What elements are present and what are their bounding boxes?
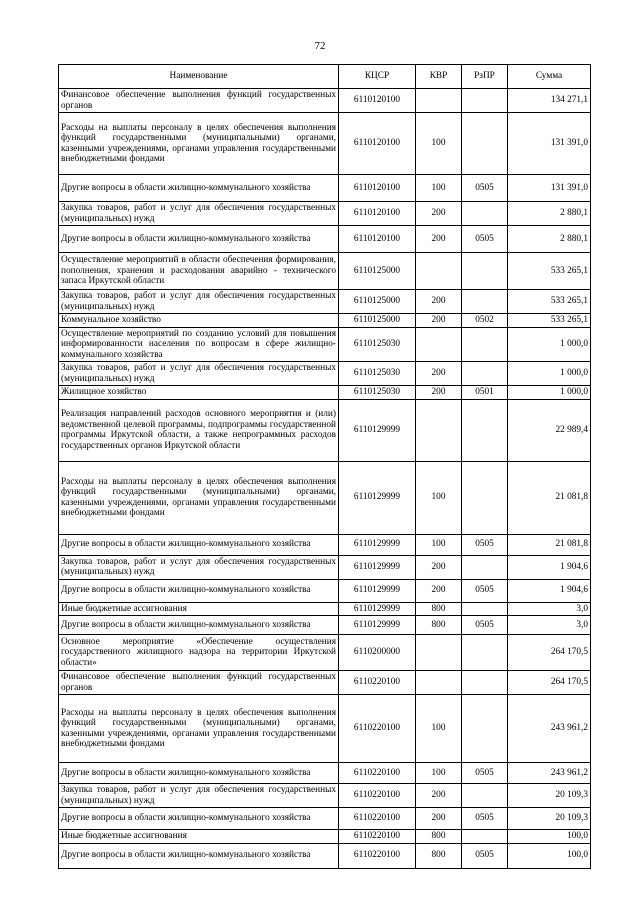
cell-kcsr: 6110125030 [339, 386, 416, 400]
table-row [59, 314, 591, 328]
cell-rzpr: 0505 [462, 843, 508, 868]
cell-kvr: 100 [416, 175, 462, 202]
cell-rzpr [462, 202, 508, 226]
cell-sum: 2 880,1 [508, 226, 591, 253]
cell-sum: 100,0 [508, 830, 591, 844]
cell-kcsr: 6110125030 [339, 327, 416, 362]
cell-name: Иные бюджетные ассигнования [59, 602, 339, 616]
table-row [59, 327, 591, 362]
cell-rzpr: 0505 [462, 763, 508, 784]
cell-rzpr: 0505 [462, 175, 508, 202]
cell-rzpr [462, 671, 508, 695]
cell-sum: 131 391,0 [508, 113, 591, 175]
table-row [59, 290, 591, 314]
page-number: 72 [314, 40, 326, 52]
cell-name: Финансовое обеспечение выполнения функций государственных органов [59, 89, 339, 113]
table-row [59, 175, 591, 202]
cell-kcsr: 6110120100 [339, 226, 416, 253]
cell-name: Другие вопросы в области жилищно-коммунального хозяйства [59, 226, 339, 253]
cell-kcsr: 6110120100 [339, 113, 416, 175]
cell-kvr: 200 [416, 808, 462, 830]
cell-rzpr [462, 830, 508, 844]
table-row [59, 579, 591, 602]
cell-kvr: 200 [416, 226, 462, 253]
cell-name: Закупка товаров, работ и услуг для обеспечения государственных (муниципальных) нужд [59, 290, 339, 314]
cell-rzpr [462, 555, 508, 579]
table-row [59, 843, 591, 868]
header-name: Наименование [59, 65, 339, 89]
cell-name: Другие вопросы в области жилищно-коммунального хозяйства [59, 616, 339, 635]
header-sum: Сумма [508, 65, 591, 89]
cell-kvr [416, 671, 462, 695]
cell-name: Расходы на выплаты персоналу в целях обеспечения выполнения функций государственными (муниципальными) органами, казенными учреждениями, органами управления государственными внебюджетными фондами [59, 695, 339, 763]
cell-name: Расходы на выплаты персоналу в целях обеспечения выполнения функций государственными (муниципальными) органами, казенными учреждениями, органами управления государственными внебюджетными фондами [59, 461, 339, 534]
table-row [59, 695, 591, 763]
cell-kcsr: 6110220100 [339, 830, 416, 844]
cell-sum: 21 081,8 [508, 461, 591, 534]
cell-kvr: 100 [416, 763, 462, 784]
cell-name: Другие вопросы в области жилищно-коммунального хозяйства [59, 579, 339, 602]
budget-table [58, 64, 591, 869]
cell-name: Финансовое обеспечение выполнения функций государственных органов [59, 671, 339, 695]
cell-kvr: 800 [416, 602, 462, 616]
cell-rzpr: 0505 [462, 808, 508, 830]
cell-kcsr: 6110220100 [339, 808, 416, 830]
cell-sum: 533 265,1 [508, 314, 591, 328]
table-row [59, 616, 591, 635]
cell-kvr: 200 [416, 784, 462, 808]
table-row [59, 784, 591, 808]
cell-kvr: 800 [416, 830, 462, 844]
cell-kvr [416, 253, 462, 290]
cell-kcsr: 6110129999 [339, 534, 416, 555]
cell-sum: 533 265,1 [508, 253, 591, 290]
cell-kcsr: 6110129999 [339, 461, 416, 534]
cell-sum: 3,0 [508, 616, 591, 635]
cell-name: Другие вопросы в области жилищно-коммунального хозяйства [59, 534, 339, 555]
cell-rzpr [462, 784, 508, 808]
cell-kcsr: 6110125000 [339, 314, 416, 328]
cell-sum: 20 109,3 [508, 808, 591, 830]
cell-kcsr: 6110129999 [339, 399, 416, 461]
cell-rzpr [462, 461, 508, 534]
table-row [59, 808, 591, 830]
cell-sum: 2 880,1 [508, 202, 591, 226]
cell-kvr: 200 [416, 314, 462, 328]
cell-kcsr: 6110129999 [339, 616, 416, 635]
table-row [59, 635, 591, 671]
cell-kvr: 200 [416, 555, 462, 579]
cell-rzpr [462, 89, 508, 113]
cell-kcsr: 6110120100 [339, 202, 416, 226]
table-row [59, 202, 591, 226]
cell-kcsr: 6110120100 [339, 175, 416, 202]
cell-kvr [416, 635, 462, 671]
cell-rzpr: 0505 [462, 226, 508, 253]
cell-kvr: 200 [416, 386, 462, 400]
table-row [59, 763, 591, 784]
cell-rzpr [462, 113, 508, 175]
cell-name: Осуществление мероприятий в области обеспечения формирования, пополнения, хранения и расходования аварийно - технического запаса Иркутской области [59, 253, 339, 290]
cell-name: Закупка товаров, работ и услуг для обеспечения государственных (муниципальных) нужд [59, 784, 339, 808]
cell-sum: 1 904,6 [508, 555, 591, 579]
cell-name: Другие вопросы в области жилищно-коммунального хозяйства [59, 763, 339, 784]
cell-sum: 1 000,0 [508, 386, 591, 400]
cell-kvr [416, 399, 462, 461]
cell-kvr: 200 [416, 290, 462, 314]
cell-sum: 131 391,0 [508, 175, 591, 202]
cell-sum: 1 000,0 [508, 327, 591, 362]
cell-kcsr: 6110220100 [339, 671, 416, 695]
cell-rzpr [462, 253, 508, 290]
cell-sum: 1 000,0 [508, 362, 591, 386]
cell-sum: 3,0 [508, 602, 591, 616]
table-row [59, 386, 591, 400]
table-row [59, 602, 591, 616]
cell-kvr: 100 [416, 534, 462, 555]
cell-rzpr: 0501 [462, 386, 508, 400]
cell-rzpr [462, 399, 508, 461]
cell-name: Другие вопросы в области жилищно-коммунального хозяйства [59, 808, 339, 830]
cell-name: Другие вопросы в области жилищно-коммунального хозяйства [59, 175, 339, 202]
cell-sum: 264 170,5 [508, 635, 591, 671]
cell-sum: 20 109,3 [508, 784, 591, 808]
cell-kcsr: 6110220100 [339, 843, 416, 868]
cell-rzpr: 0505 [462, 579, 508, 602]
cell-rzpr [462, 635, 508, 671]
cell-rzpr: 0505 [462, 616, 508, 635]
cell-kvr: 100 [416, 695, 462, 763]
cell-name: Реализация направлений расходов основного мероприятия и (или) ведомственной целевой программы, подпрограммы государственной программы Иркутской области, а также непрограммных расходов государственных органов Иркутской области [59, 399, 339, 461]
cell-kcsr: 6110125000 [339, 290, 416, 314]
cell-kcsr: 6110125030 [339, 362, 416, 386]
table-row [59, 253, 591, 290]
table-header-row [59, 65, 591, 89]
cell-sum: 100,0 [508, 843, 591, 868]
cell-kcsr: 6110220100 [339, 695, 416, 763]
cell-kcsr: 6110129999 [339, 602, 416, 616]
cell-name: Коммунальное хозяйство [59, 314, 339, 328]
table-row [59, 399, 591, 461]
table-row [59, 226, 591, 253]
cell-sum: 243 961,2 [508, 695, 591, 763]
cell-kvr: 800 [416, 843, 462, 868]
cell-name: Расходы на выплаты персоналу в целях обеспечения выполнения функций государственными (муниципальными) органами, казенными учреждениями, органами управления государственными внебюджетными фондами [59, 113, 339, 175]
cell-name: Закупка товаров, работ и услуг для обеспечения государственных (муниципальных) нужд [59, 555, 339, 579]
cell-name: Закупка товаров, работ и услуг для обеспечения государственных (муниципальных) нужд [59, 202, 339, 226]
cell-kvr: 100 [416, 461, 462, 534]
table-row [59, 534, 591, 555]
table-row [59, 671, 591, 695]
cell-sum: 21 081,8 [508, 534, 591, 555]
cell-rzpr [462, 695, 508, 763]
cell-kvr: 200 [416, 362, 462, 386]
cell-kvr: 800 [416, 616, 462, 635]
cell-rzpr: 0502 [462, 314, 508, 328]
cell-name: Другие вопросы в области жилищно-коммунального хозяйства [59, 843, 339, 868]
cell-kvr: 200 [416, 579, 462, 602]
header-rzpr: РзПР [462, 65, 508, 89]
cell-sum: 1 904,6 [508, 579, 591, 602]
cell-kcsr: 6110120100 [339, 89, 416, 113]
cell-kcsr: 6110125000 [339, 253, 416, 290]
cell-kcsr: 6110220100 [339, 784, 416, 808]
cell-name: Осуществление мероприятий по созданию условий для повышения информированности населения по вопросам в сфере жилищно-коммунального хозяйства [59, 327, 339, 362]
cell-name: Основное мероприятие «Обеспечение осуществления государственного жилищного надзора на территории Иркутской области» [59, 635, 339, 671]
table-row [59, 830, 591, 844]
cell-kcsr: 6110129999 [339, 555, 416, 579]
table-row [59, 113, 591, 175]
table-row [59, 362, 591, 386]
cell-sum: 243 961,2 [508, 763, 591, 784]
cell-sum: 533 265,1 [508, 290, 591, 314]
cell-kvr: 100 [416, 113, 462, 175]
table-row [59, 89, 591, 113]
cell-kvr [416, 327, 462, 362]
cell-rzpr [462, 362, 508, 386]
cell-kcsr: 6110129999 [339, 579, 416, 602]
cell-rzpr [462, 327, 508, 362]
table-body [59, 89, 591, 869]
header-kcsr: КЦСР [339, 65, 416, 89]
table-row [59, 461, 591, 534]
cell-rzpr: 0505 [462, 534, 508, 555]
cell-sum: 264 170,5 [508, 671, 591, 695]
cell-name: Иные бюджетные ассигнования [59, 830, 339, 844]
header-kvr: КВР [416, 65, 462, 89]
cell-kcsr: 6110200000 [339, 635, 416, 671]
cell-kcsr: 6110220100 [339, 763, 416, 784]
cell-rzpr [462, 602, 508, 616]
table-row [59, 555, 591, 579]
cell-kvr: 200 [416, 202, 462, 226]
cell-name: Жилищное хозяйство [59, 386, 339, 400]
cell-kvr [416, 89, 462, 113]
cell-name: Закупка товаров, работ и услуг для обеспечения государственных (муниципальных) нужд [59, 362, 339, 386]
cell-sum: 134 271,1 [508, 89, 591, 113]
cell-rzpr [462, 290, 508, 314]
cell-sum: 22 989,4 [508, 399, 591, 461]
